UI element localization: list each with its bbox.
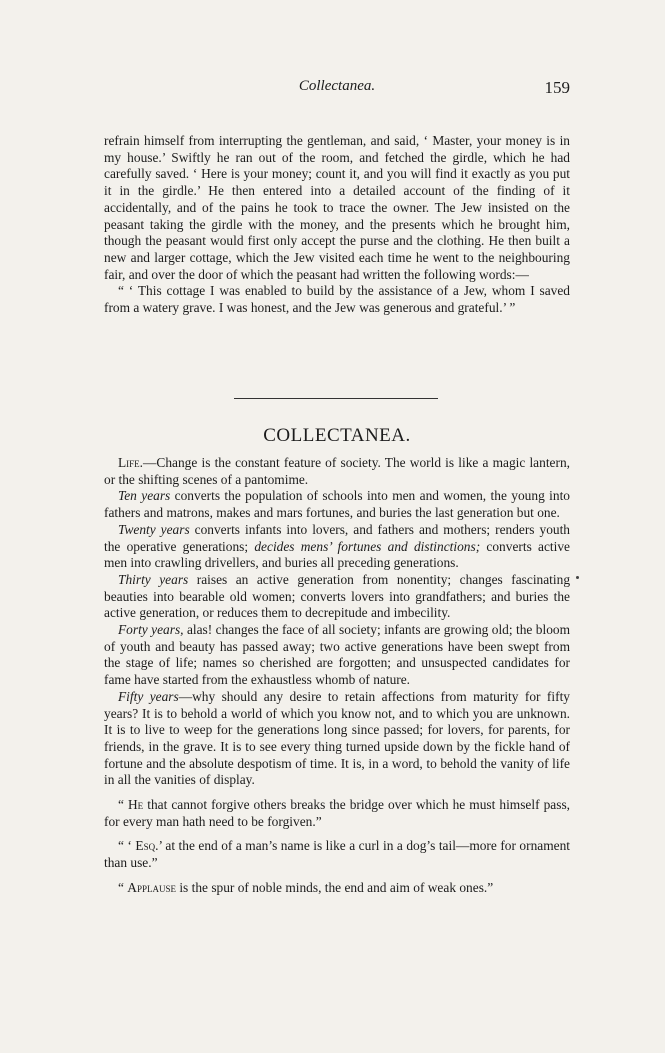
lead-word: Forty years,: [118, 622, 184, 638]
paragraph-text: —why should any desire to retain affections from maturity for fifty years? It is to behold a world of which you know not, and to which you are unknown. It is to live to weep for the generations long since passed; for lovers, for parents, for friends, in the grave. It is to see every thing turned upside down by the fickle hand of fortune and the absolute despotism of time. It is, in a word, to behold the vanity of life in all the vanities of display.: [104, 688, 570, 788]
paragraph-text: —Change is the constant feature of society. The world is like a magic lantern, or the shifting scenes of a pantomime.: [104, 455, 570, 487]
lead-word: Fifty years: [118, 688, 179, 704]
paragraph: [104, 880, 570, 897]
paragraph: [104, 455, 570, 488]
paragraph: [104, 689, 570, 789]
open-quote: “: [118, 879, 128, 895]
italic-text: decides mens’ fortunes and distinctions;: [254, 538, 481, 554]
paragraph-text: converts the population of schools into men and women, the young into fathers and matrons, makes and mars fortunes, and buries the last generation but one.: [104, 488, 570, 521]
lead-word: Thirty years: [118, 571, 189, 587]
lead-word: He: [128, 797, 144, 813]
paragraph-text: is the spur of noble minds, the end and aim of weak ones.”: [175, 879, 494, 895]
paragraph: “ ‘ This cottage I was enabled to build by the assistance of a Jew, whom I saved from a watery grave. I was honest, and the Jew was generous and grateful.’ ”: [104, 283, 570, 316]
spacer: [104, 789, 570, 797]
print-speck: [576, 576, 579, 579]
paragraph-text: alas! changes the face of all society; infants are growing old; the bloom of youth and beauty has passed away; two active generations have been swept from the stage of life; names so cherished are forgotten; and unsuspected candidates for fame have started from the exhaustless whomb of nature.: [104, 622, 570, 688]
open-quote: “: [118, 797, 128, 813]
paragraph-text: converts infants into lovers, and fathers and mothers; renders youth the operative generations;: [104, 521, 570, 554]
running-title: Collectanea.: [298, 78, 376, 94]
paragraph-text: that cannot forgive others breaks the bridge over which he must himself pass, for every man hath need to be forgiven.”: [104, 797, 571, 829]
paragraph: [104, 838, 570, 871]
paragraph: [104, 797, 570, 830]
paragraph: [104, 572, 570, 622]
page-number: 159: [544, 78, 570, 97]
lead-word: Esq.: [135, 838, 159, 854]
paragraph: [104, 622, 570, 689]
paragraph-text: ’ at the end of a man’s name is like a curl in a dog’s tail—more for ornament than use.”: [104, 838, 570, 871]
section-divider: [234, 398, 438, 399]
spacer: [104, 872, 570, 880]
paragraph: [104, 488, 570, 521]
section-title: COLLECTANEA.: [263, 425, 411, 446]
paragraph: [104, 522, 570, 572]
previous-article-text: [104, 133, 570, 317]
spacer: [104, 830, 570, 838]
paragraph-text: raises an active generation from nonentity; changes fascinating beauties into bearable old women; converts lovers into grandfathers; and buries the active generation, or reduces them to decrepitude and imbecility.: [104, 571, 571, 621]
lead-word: Life.: [118, 455, 144, 470]
open-quote: “ ‘: [118, 838, 136, 854]
lead-word: Twenty years: [118, 521, 190, 537]
paragraph-text: converts active men into crawling drivellers, and buries all preceding generations.: [104, 538, 570, 571]
lead-word: Applause: [127, 879, 176, 895]
page-header: [104, 78, 570, 100]
paragraph: refrain himself from interrupting the gentleman, and said, ‘ Master, your money is in my house.’ Swiftly he ran out of the room, and fetched the girdle, which he had carefully saved. ‘ Here is your money; count it, and you will find it exactly as you put it in the girdle.’ He then entered into a detailed account of the finding of it accidentally, and of the pains he took to trace the owner. The Jew insisted on the peasant taking the girdle with the money, and the presents which he brought him, though the peasant would first only accept the purse and the clothing. He then built a new and larger cottage, which the Jew visited each time he went to the neighbouring fair, and over the door of which the peasant had written the following words:—: [104, 133, 570, 282]
lead-word: Ten years: [118, 488, 171, 504]
collectanea-text: [104, 455, 570, 897]
